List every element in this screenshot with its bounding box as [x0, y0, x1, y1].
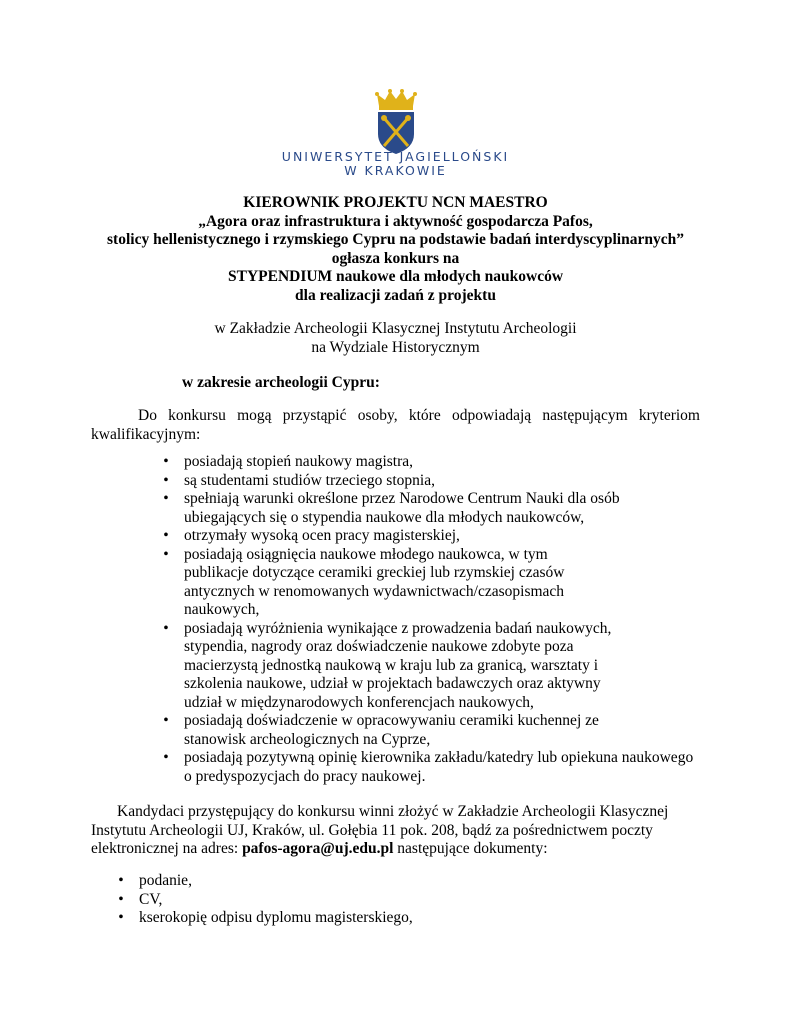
- department-line-2: na Wydziale Historycznym: [311, 338, 480, 356]
- heading-line-3: stolicy hellenistycznego i rzymskiego Cypru na podstawie badań interdyscyplinarnych”: [107, 231, 684, 248]
- heading-line-1: KIEROWNIK PROJEKTU NCN MAESTRO: [243, 194, 548, 211]
- list-item: [115, 891, 675, 910]
- university-city: W KRAKOWIE: [344, 163, 447, 178]
- university-name: UNIWERSYTET JAGIELLOŃSKI: [281, 149, 510, 164]
- list-item: [160, 527, 720, 546]
- intro-paragraph: [91, 407, 700, 444]
- heading-line-6: dla realizacji zadań z projektu: [295, 286, 496, 304]
- bullet-icon: •: [118, 890, 124, 908]
- heading-line-2: „Agora oraz infrastruktura i aktywność gospodarcza Pafos,: [198, 212, 593, 230]
- email-address: pafos-agora@uj.edu.pl: [242, 840, 394, 857]
- candidates-line-1: Kandydaci przystępujący do konkursu winni złożyć w Zakładzie Archeologii Klasycznej: [117, 803, 669, 820]
- list-item: [115, 872, 675, 891]
- criterion-text: są studentami studiów trzeciego stopnia,: [184, 471, 435, 489]
- bullet-icon: •: [163, 712, 169, 729]
- list-item: [160, 490, 720, 527]
- bullet-icon: •: [163, 471, 169, 489]
- list-item: [160, 620, 720, 713]
- document-text: CV,: [139, 890, 163, 908]
- field-label: w zakresie archeologii Cypru:: [182, 374, 380, 391]
- criterion-text: posiadają stopień naukowy magistra,: [184, 453, 414, 470]
- criterion-text: posiadają doświadczenie w opracowywaniu ceramiki kuchennej ze stanowisk archeologicznych na Cyprze,: [184, 712, 599, 748]
- department-line-1: w Zakładzie Archeologii Klasycznej Instytutu Archeologii: [214, 320, 577, 337]
- criterion-text: spełniają warunki określone przez Narodowe Centrum Nauki dla osób ubiegających się o stypendia naukowe dla młodych naukowców,: [184, 490, 620, 526]
- criterion-text: posiadają wyróżnienia wynikające z prowadzenia badań naukowych, stypendia, nagrody oraz doświadczenie naukowe zdobyte poza macierzystą jednostką naukową w kraju lub za granicą, warsztaty i szkolenia naukowe, udział w projektach badawczych oraz aktywny udział w międzynarodowych konferencjach naukowych,: [184, 619, 612, 711]
- documents-list: [115, 872, 675, 928]
- heading-line-5: STYPENDIUM naukowe dla młodych naukowców: [227, 268, 564, 285]
- list-item: [115, 909, 675, 928]
- criterion-text: otrzymały wysoką ocen pracy magisterskiej,: [184, 527, 460, 544]
- candidates-line-3-start: elektronicznej na adres:: [91, 840, 239, 857]
- document-text: kserokopię odpisu dyplomu magisterskiego,: [139, 909, 413, 926]
- candidates-line-2: Instytutu Archeologii UJ, Kraków, ul. Gołębia 11 pok. 208, bądź za pośrednictwem poczty: [91, 821, 653, 839]
- crest-crown-sceptres-icon: [370, 88, 422, 156]
- candidates-paragraph: [91, 803, 711, 859]
- list-item: [160, 712, 720, 749]
- list-item: [160, 749, 720, 786]
- list-item: [160, 472, 720, 491]
- bullet-icon: •: [163, 453, 169, 470]
- bullet-icon: •: [118, 909, 124, 926]
- bullet-icon: •: [118, 872, 124, 889]
- department-block: [60, 320, 731, 357]
- bullet-icon: •: [163, 545, 169, 563]
- candidates-line-3-end: następujące dokumenty:: [397, 840, 548, 857]
- bullet-icon: •: [163, 527, 169, 544]
- criterion-text: posiadają osiągnięcia naukowe młodego naukowca, w tym publikacje dotyczące ceramiki greckiej lub rzymskiej czasów antycznych w renomowanych wydawnictwach/czasopismach naukowych,: [184, 545, 565, 618]
- list-item: [160, 546, 720, 620]
- document-text: podanie,: [139, 872, 192, 889]
- bullet-icon: •: [163, 619, 169, 637]
- list-item: [160, 453, 720, 472]
- criterion-text: posiadają pozytywną opinię kierownika zakładu/katedry lub opiekuna naukowego o predyspozycjach do pracy naukowej.: [184, 749, 694, 785]
- criteria-list: [160, 453, 720, 786]
- bullet-icon: •: [163, 749, 169, 766]
- bullet-icon: •: [163, 490, 169, 507]
- intro-text: Do konkursu mogą przystąpić osoby, które odpowiadają następującym kryteriom kwalifikacyjnym:: [91, 407, 700, 443]
- heading-line-4: ogłasza konkurs na: [331, 249, 460, 267]
- announcement-heading: [60, 194, 731, 305]
